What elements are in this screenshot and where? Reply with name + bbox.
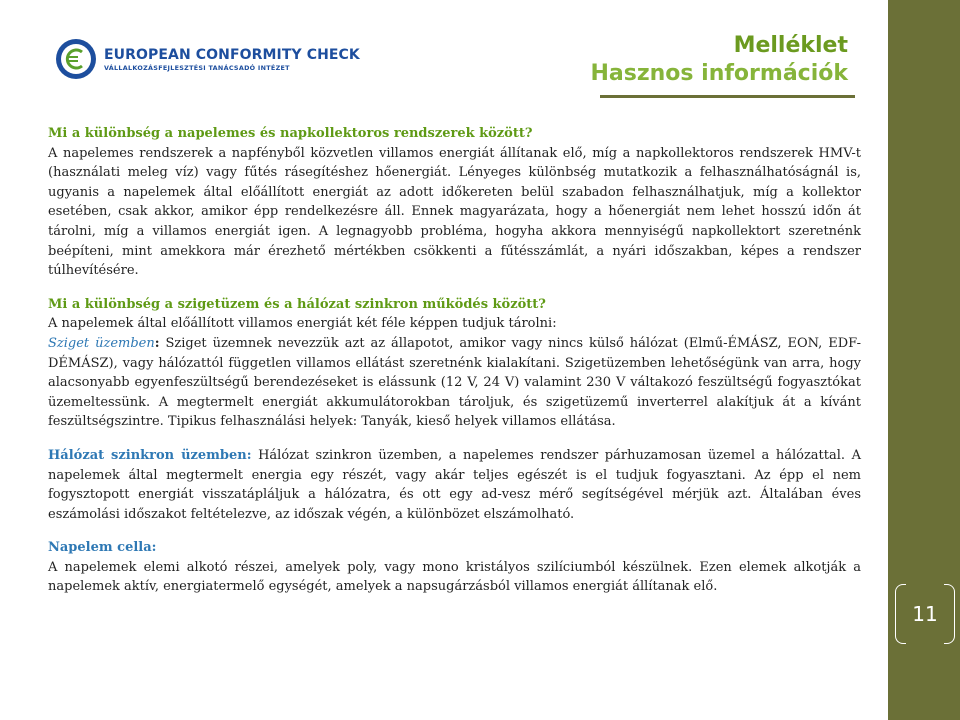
section-grid-sync xyxy=(48,446,861,524)
section-solar-cell xyxy=(48,538,861,597)
page-title: Melléklet xyxy=(733,33,848,58)
section-panels-vs-collectors xyxy=(48,124,861,281)
left-bracket xyxy=(895,584,906,644)
question-heading: Mi a különbség a szigetüzem és a hálózat szinkron működés között? xyxy=(48,296,546,312)
logo-line-1: EUROPEAN CONFORMITY CHECK xyxy=(104,46,360,63)
term-label: Hálózat szinkron üzemben: xyxy=(48,447,252,463)
main-content xyxy=(48,124,861,611)
page-number: 11 xyxy=(912,602,938,626)
term-label: Napelem cella: xyxy=(48,540,157,556)
paragraph-text: A napelemek elemi alkotó részei, amelyek poly, vagy mono kristályos szilíciumból készülnek. Ezen elemek alkotják a napelemek aktív, energiatermelő egységét, amelyek a napsugárzásból villamos energiát állítanak elő. xyxy=(48,559,861,595)
page-number-badge xyxy=(895,584,955,644)
question-heading: Mi a különbség a napelemes és napkollektoros rendszerek között? xyxy=(48,126,533,141)
term-colon: : xyxy=(154,335,160,351)
section-island-vs-grid xyxy=(48,295,861,432)
intro-text: A napelemek által előállított villamos energiát két féle képpen tudjuk tárolni: xyxy=(48,316,557,332)
term-label: Sziget üzemben xyxy=(48,335,155,351)
logo-text xyxy=(104,47,360,72)
page-subtitle: Hasznos információk xyxy=(590,61,848,86)
paragraph-text: Hálózat szinkron üzemben, a napelemes rendszer párhuzamosan üzemel a hálózattal. A napelemek által megtermelt energia egy részét, vagy akár teljes egészét is el tudjuk fogyasztani. Az épp el nem fogysztopott energiát visszatápláljuk a hálózatra, és ott egy ad-vesz mérő segítségével mérjük azt. Általában éves eszámolási időszakot feltételezve, az időszak végén, a különbözet elszámolható. xyxy=(48,447,861,522)
right-bracket xyxy=(944,584,955,644)
paragraph-text: Sziget üzemnek nevezzük azt az állapotot, amikor vagy nincs külső hálózat (Elmű-ÉMÁSZ, EON, EDF-DÉMÁSZ), vagy hálózattól független villamos ellátást szeretnénk kialakítani. Szigetüzemben lehetőségünk van arra, hogy alacsonyabb egyenfeszültségű berendezéseket is elássunk (12 V, 24 V) valamint 230 V váltakozó feszültségű fogyasztókat üzemeltessünk. A megtermelt energiát akkumulátorokban tároljuk, és szigetüzemű inverterrel alakítjuk át a kívánt feszültségszintre. Tipikus felhasználási helyek: Tanyák, kieső helyek villamos ellátása. xyxy=(48,335,861,430)
euro-logo-icon xyxy=(54,37,98,81)
logo-line-2: VÁLLALKOZÁSFEJLESZTÉSI TANÁCSADÓ INTÉZET xyxy=(104,63,290,72)
paragraph-text: A napelemes rendszerek a napfényből közvetlen villamos energiát állítanak elő, míg a napkollektoros rendszerek HMV-t (használati meleg víz) vagy fűtés rásegítéshez hőenergiát. Lényeges különbség mutatkozik a felhasználhatóságnál is, ugyanis a napelemek által előállított energiát az adott időkereten belül szabadon felhasználhatjuk, míg a kollektor esetében, csak akkor, amikor épp rendelkezésre áll. Ennek magyarázata, hogy a hőenergiát nem lehet hosszú időn át tárolni, míg a villamos energiát igen. A legnagyobb probléma, hogyha akkora mennyiségű napkollektort szeretnénk beépíteni, mint amekkora már érezhető mértékben csökkenti a fűtésszámlát, a nyári időszakban, képes a rendszer túlhevítésére. xyxy=(48,145,861,279)
logo xyxy=(54,36,360,82)
title-underline xyxy=(600,95,855,98)
header-title-block xyxy=(590,32,848,88)
